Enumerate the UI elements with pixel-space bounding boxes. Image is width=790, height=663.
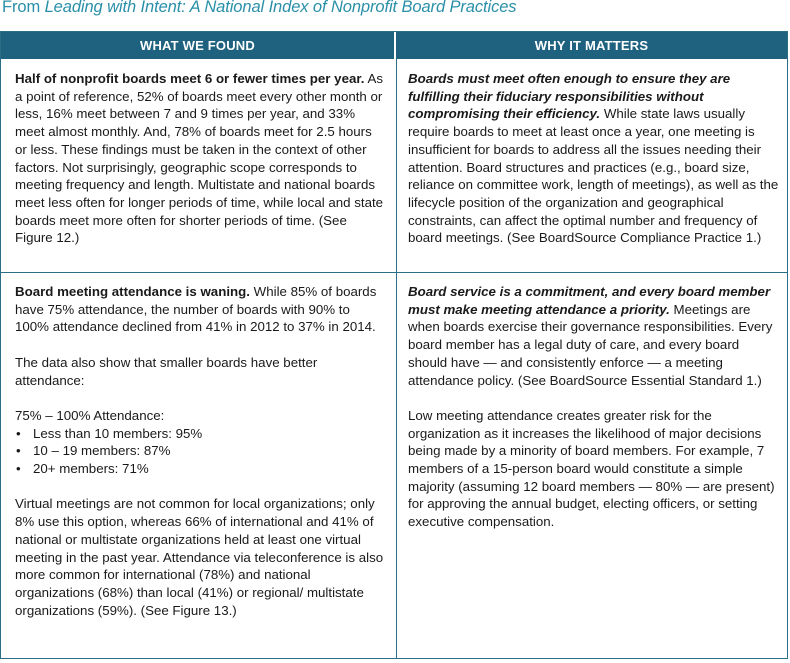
row2-found-p2: The data also show that smaller boards have better attendance: — [15, 354, 318, 388]
row2-matters-p2: Low meeting attendance creates greater risk for the organization as it increases the likelihood of major decisions being made by a minority of board members. For example, 7 members of a 15-person board would constitute a simple majority (assuming 12 board members — 80% — are present) for approving the annual budget, electing officers, or setting executive compensation. — [408, 407, 775, 530]
list-item: • Less than 10 members: 95% — [15, 425, 387, 443]
row2-matters-cell — [408, 283, 780, 531]
caption-prefix: From — [2, 0, 45, 16]
header-what-we-found: WHAT WE FOUND — [1, 32, 396, 59]
row1-found-lead: Half of nonprofit boards meet 6 or fewer times per year. — [15, 71, 365, 86]
row1-matters-cell — [408, 70, 780, 247]
row1-matters-body: While state laws usually require boards to meet at least once a year, one meeting is insufficient for boards to address all the issues needing their attention. Board structures and practices (e.g., board size, reliance on committee work, length of meetings), as well as the lifecycle position of the organization and geographical constraints, can affect the optimal number and frequency of board meetings. (See BoardSource Compliance Practice 1.) — [408, 106, 779, 246]
findings-table — [0, 31, 788, 659]
list-item: • 20+ members: 71% — [15, 460, 387, 478]
row1-found-body: As a point of reference, 52% of boards meet every other month or less, 16% meet between 7 and 9 times per year, and 33% meet almost monthly. And, 78% of boards meet for 2.5 hours or less. These findings must be taken in the context of other factors. Not surprisingly, geographic scope corresponds to meeting frequency and length. Multistate and national boards meet less often for longer periods of time, while local and state boards meet more often for shorter periods of time. (See Figure 12.) — [15, 71, 384, 246]
list-item: • 10 – 19 members: 87% — [15, 442, 387, 460]
row2-matters-body: Meetings are when boards exercise their governance responsibilities. Every board member has a legal duty of care, and every board should have — and consistently enforce — a meeting attendance policy. (See BoardSource Essential Standard 1.) — [408, 301, 773, 388]
row1-found-cell — [15, 70, 387, 247]
row-divider — [1, 272, 787, 273]
figure-caption — [2, 0, 516, 17]
row2-found-lead: Board meeting attendance is waning. — [15, 284, 250, 299]
table-header — [1, 32, 787, 59]
row2-found-body: While 85% of boards have 75% attendance, the number of boards with 90% to 100% attendance declined from 41% in 2012 to 37% in 2014. — [15, 284, 377, 335]
row2-found-p3: Virtual meetings are not common for local organizations; only 8% use this option, whereas 66% of international and 41% of national or multistate organizations held at least one virtual meeting in the past year. Attendance via teleconference is also more common for international (78%) and national organizations (68%) than local (41%) or regional/ multistate organizations (59%). (See Figure 13.) — [15, 496, 384, 618]
row2-found-cell — [15, 283, 387, 619]
attendance-list — [15, 425, 387, 478]
row1-matters-lead: Boards must meet often enough to ensure they are fulfilling their fiduciary responsibilities without compromising their efficiency. — [408, 71, 731, 122]
row2-matters-lead: Board service is a commitment, and every board member must make meeting attendance a priority. — [408, 284, 771, 317]
header-why-it-matters: WHY IT MATTERS — [534, 38, 649, 53]
column-divider — [396, 59, 397, 658]
caption-title: Leading with Intent: A National Index of Nonprofit Board Practices — [44, 0, 517, 16]
attendance-list-title: 75% – 100% Attendance: — [15, 407, 165, 423]
